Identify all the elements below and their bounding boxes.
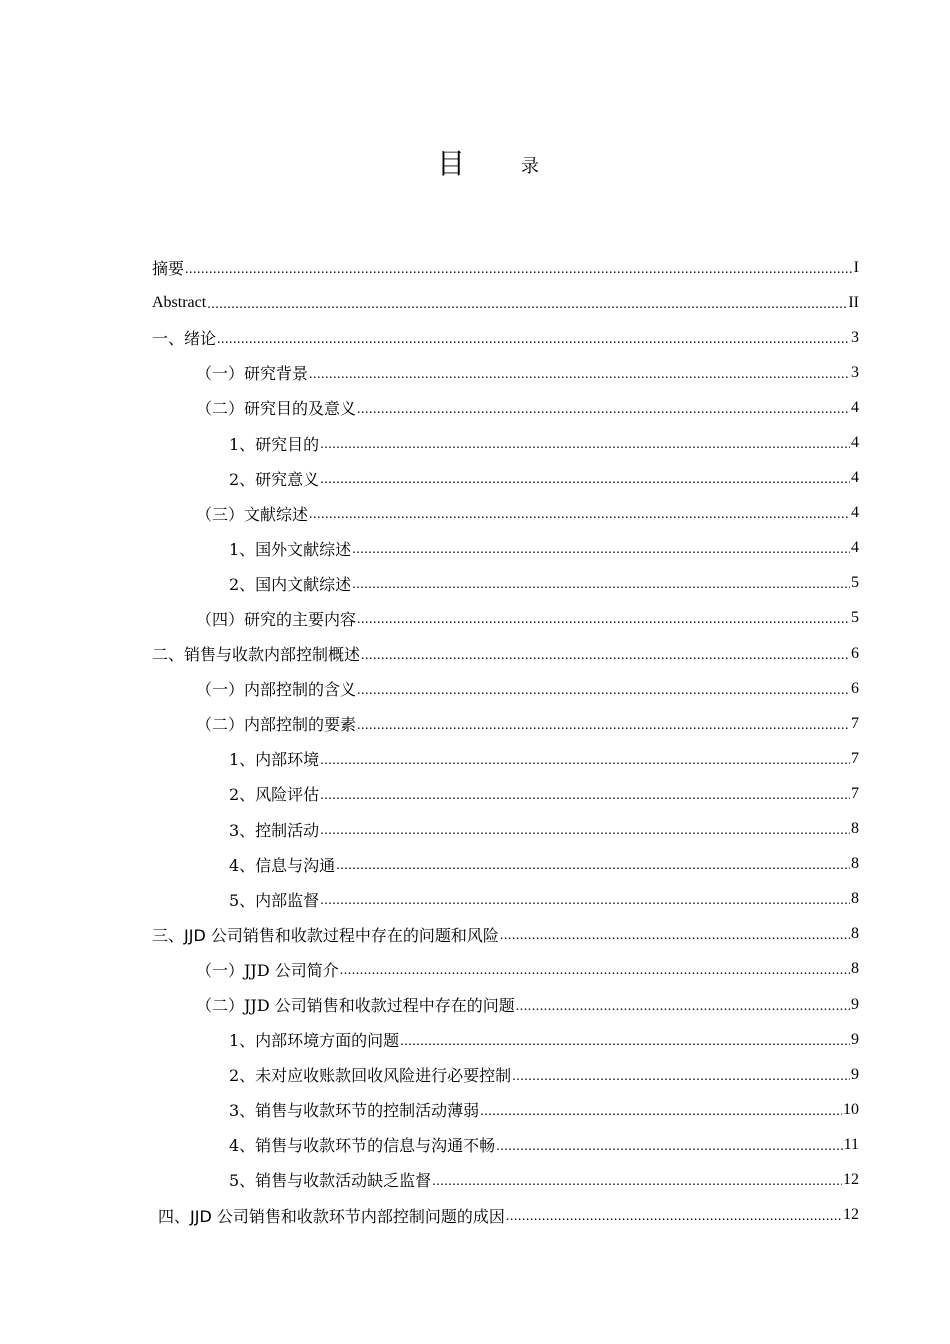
toc-dot-leader [516, 1000, 850, 1016]
toc-dot-leader [496, 1140, 842, 1156]
toc-title-main: 目 [437, 147, 466, 180]
toc-page-number: 12 [843, 1206, 859, 1224]
toc-dot-leader [506, 1210, 842, 1226]
toc-dot-leader [357, 719, 850, 735]
toc-page-number: II [848, 293, 859, 311]
toc-page-number: 8 [851, 925, 859, 943]
toc-dot-leader [185, 263, 853, 279]
toc-page-number: 9 [851, 995, 859, 1013]
toc-dot-leader [320, 438, 850, 454]
toc-dot-leader [480, 1105, 842, 1121]
toc-entry-label: 四、JJD 公司销售和收款环节内部控制问题的成因 [158, 1206, 505, 1226]
table-of-contents [152, 250, 859, 1233]
toc-dot-leader [512, 1070, 850, 1086]
toc-dot-leader [352, 578, 850, 594]
toc-page-number: 8 [851, 960, 859, 978]
toc-entry[interactable] [152, 741, 859, 776]
toc-dot-leader [357, 403, 850, 419]
toc-entry[interactable] [152, 812, 859, 847]
toc-entry-label: （一）内部控制的含义 [196, 680, 357, 700]
toc-entry-label: （四）研究的主要内容 [196, 609, 357, 629]
toc-page-number: 8 [851, 820, 859, 838]
toc-entry[interactable] [152, 566, 859, 601]
toc-entry[interactable] [152, 601, 859, 636]
toc-page-number: I [853, 258, 859, 276]
toc-entry-label: 5、内部监督 [229, 890, 320, 910]
toc-entry[interactable] [152, 250, 859, 285]
toc-entry[interactable] [152, 1022, 859, 1057]
toc-entry-label: 一、绪论 [152, 329, 217, 349]
toc-entry-label: （二）研究目的及意义 [196, 399, 357, 419]
toc-page-number: 5 [851, 574, 859, 592]
toc-page-number: 4 [851, 504, 859, 522]
toc-page-number: 4 [851, 539, 859, 557]
toc-dot-leader [357, 684, 850, 700]
toc-dot-leader [320, 754, 850, 770]
toc-dot-leader [207, 298, 847, 314]
toc-page-number: 3 [851, 363, 859, 381]
toc-page-number: 10 [843, 1100, 859, 1118]
toc-dot-leader [361, 649, 850, 665]
toc-page-number: 4 [851, 434, 859, 452]
toc-dot-leader [309, 368, 850, 384]
toc-dot-leader [352, 543, 850, 559]
toc-page-number: 8 [851, 890, 859, 908]
toc-entry[interactable] [152, 776, 859, 811]
toc-entry-label: 二、销售与收款内部控制概述 [152, 645, 361, 665]
toc-entry[interactable] [152, 285, 859, 320]
toc-dot-leader [357, 613, 850, 629]
toc-page-number: 7 [851, 749, 859, 767]
toc-dot-leader [432, 1175, 842, 1191]
toc-entry-label: 4、销售与收款环节的信息与沟通不畅 [229, 1136, 496, 1156]
toc-dot-leader [320, 894, 850, 910]
toc-entry[interactable] [152, 425, 859, 460]
toc-entry-label: 1、国外文献综述 [229, 539, 352, 559]
toc-entry[interactable] [152, 952, 859, 987]
toc-page-number: 6 [851, 644, 859, 662]
toc-entry[interactable] [152, 1162, 859, 1197]
toc-entry-label: 2、未对应收账款回收风险进行必要控制 [229, 1066, 512, 1086]
toc-entry-label: 1、内部环境方面的问题 [229, 1031, 400, 1051]
toc-page-number: 4 [851, 469, 859, 487]
toc-dot-leader [320, 824, 850, 840]
toc-entry-label: （三）文献综述 [196, 504, 309, 524]
toc-entry-label: （二）内部控制的要素 [196, 715, 357, 735]
toc-entry-label: 摘要 [152, 259, 185, 279]
toc-page-number: 12 [843, 1170, 859, 1188]
toc-entry-label: 5、销售与收款活动缺乏监督 [229, 1171, 432, 1191]
toc-entry[interactable] [152, 917, 859, 952]
toc-page-number: 7 [851, 714, 859, 732]
toc-page-number: 7 [851, 784, 859, 802]
toc-entry-label: 1、研究目的 [229, 434, 320, 454]
toc-page-number: 9 [851, 1030, 859, 1048]
toc-entry[interactable] [152, 882, 859, 917]
toc-page-number: 11 [843, 1135, 859, 1153]
toc-entry[interactable] [152, 390, 859, 425]
toc-entry[interactable] [152, 1057, 859, 1092]
toc-entry[interactable] [152, 987, 859, 1022]
toc-entry[interactable] [152, 531, 859, 566]
toc-entry-label: Abstract [152, 293, 207, 311]
toc-dot-leader [500, 929, 850, 945]
toc-entry[interactable] [152, 496, 859, 531]
toc-entry[interactable] [152, 1198, 859, 1233]
toc-dot-leader [320, 473, 850, 489]
toc-entry[interactable] [152, 671, 859, 706]
toc-entry-label: 3、控制活动 [229, 820, 320, 840]
toc-entry-label: （二）JJD 公司销售和收款过程中存在的问题 [196, 996, 515, 1016]
toc-entry[interactable] [152, 1127, 859, 1162]
toc-dot-leader [320, 789, 850, 805]
toc-entry-label: （一）JJD 公司简介 [196, 960, 339, 980]
toc-entry-label: 2、国内文献综述 [229, 574, 352, 594]
toc-page-number: 4 [851, 398, 859, 416]
toc-dot-leader [336, 859, 850, 875]
toc-entry-label: 2、研究意义 [229, 469, 320, 489]
toc-entry-label: 1、内部环境 [229, 750, 320, 770]
toc-dot-leader [309, 508, 850, 524]
toc-entry[interactable] [152, 636, 859, 671]
toc-entry[interactable] [152, 847, 859, 882]
toc-entry[interactable] [152, 355, 859, 390]
toc-entry[interactable] [152, 320, 859, 355]
toc-entry-label: 2、风险评估 [229, 785, 320, 805]
toc-page-number: 8 [851, 855, 859, 873]
toc-dot-leader [400, 1035, 850, 1051]
toc-title [0, 146, 950, 186]
toc-entry[interactable] [152, 1092, 859, 1127]
toc-entry-label: 三、JJD 公司销售和收款过程中存在的问题和风险 [152, 925, 499, 945]
toc-entry[interactable] [152, 706, 859, 741]
toc-title-sub: 录 [521, 156, 539, 177]
toc-entry-label: （一）研究背景 [196, 364, 309, 384]
toc-dot-leader [340, 964, 850, 980]
toc-entry[interactable] [152, 461, 859, 496]
toc-page-number: 6 [851, 679, 859, 697]
toc-entry-label: 3、销售与收款环节的控制活动薄弱 [229, 1101, 480, 1121]
toc-entry-label: 4、信息与沟通 [229, 855, 336, 875]
toc-dot-leader [217, 333, 850, 349]
toc-page-number: 3 [851, 328, 859, 346]
toc-page-number: 5 [851, 609, 859, 627]
toc-page-number: 9 [851, 1065, 859, 1083]
